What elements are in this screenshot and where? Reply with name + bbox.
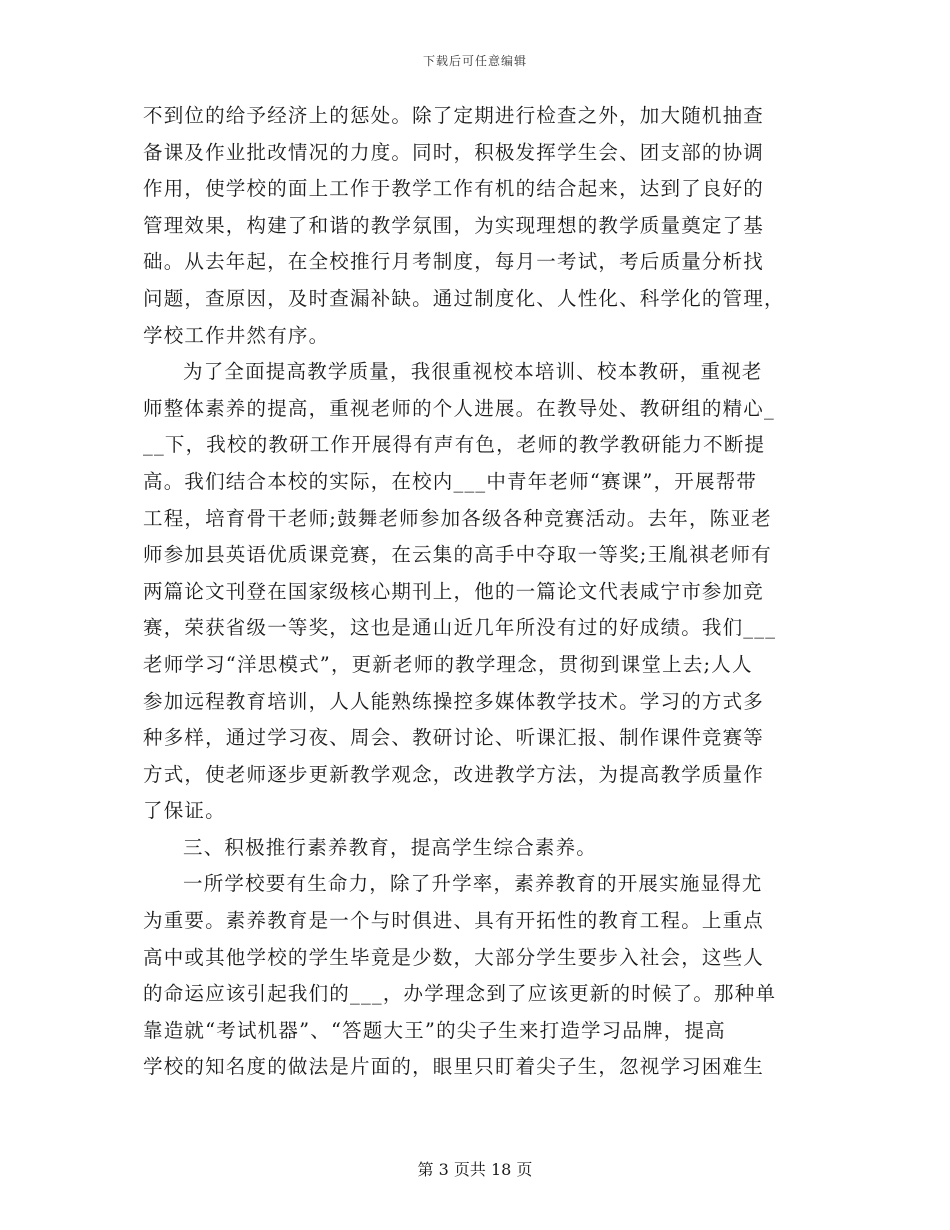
text-line: 两篇论文刊登在国家级核心期刊上，他的一篇论文代表咸宁市参加竞: [143, 579, 765, 603]
text-line: __下，我校的教研工作开展得有声有色，老师的教学教研能力不断提: [143, 433, 766, 457]
text-line: 靠造就“考试机器”、“答题大王”的尖子生来打造学习品牌，提高: [143, 1018, 726, 1042]
text-line: 作用，使学校的面上工作于教学工作有机的结合起来，达到了良好的: [143, 177, 765, 201]
text-line: 管理效果，构建了和谐的教学氛围，为实现理想的教学质量奠定了基: [143, 213, 765, 237]
page-footer: 第 3 页共 18 页: [417, 1160, 533, 1179]
paragraph-first-line: 为了全面提高教学质量，我很重视校本培训、校本教研，重视老: [183, 360, 763, 384]
text-line: 学校工作井然有序。: [143, 323, 330, 347]
text-line: 高。我们结合本校的实际，在校内___中青年老师“赛课”，开展帮带: [143, 469, 758, 493]
text-line: 种多样，通过学习夜、周会、教研讨论、听课汇报、制作课件竞赛等: [143, 726, 765, 750]
text-line: 工程，培育骨干老师;鼓舞老师参加各级各种竞赛活动。去年，陈亚老: [143, 506, 772, 530]
text-line: 不到位的给予经济上的惩处。除了定期进行检查之外，加大随机抽查: [143, 104, 765, 127]
text-line: 为重要。素养教育是一个与时俱进、具有开拓性的教育工程。上重点: [143, 909, 765, 933]
paragraph-first-line: 一所学校要有生命力，除了升学率，素养教育的开展实施显得尤: [183, 872, 763, 896]
text-line: 老师学习“洋思模式”，更新老师的教学理念，贯彻到课堂上去;人人: [143, 652, 753, 676]
text-line: 了保证。: [143, 799, 226, 823]
section-heading: 三、积极推行素养教育，提高学生综合素养。: [183, 835, 598, 859]
text-line: 高中或其他学校的学生毕竟是少数，大部分学生要步入社会，这些人: [143, 945, 765, 969]
text-line: 赛，荣获省级一等奖，这也是通山近几年所没有过的好成绩。我们___: [143, 616, 777, 640]
text-line: 方式，使老师逐步更新教学观念，改进教学方法，为提高教学质量作: [143, 762, 765, 786]
text-line: 师整体素养的提高，重视老师的个人进展。在教导处、教研组的精心_: [143, 396, 775, 420]
text-line: 备课及作业批改情况的力度。同时，积极发挥学生会、团支部的协调: [143, 140, 765, 164]
text-line: 学校的知名度的做法是片面的，眼里只盯着尖子生，忽视学习困难生: [143, 1055, 765, 1079]
text-line: 的命运应该引起我们的___，办学理念到了应该更新的时候了。那种单: [143, 982, 777, 1006]
body-text: [143, 98, 807, 1086]
text-line: 师参加县英语优质课竞赛，在云集的高手中夺取一等奖;王胤祺老师有: [143, 543, 772, 567]
text-line: 问题，查原因，及时查漏补缺。通过制度化、人性化、科学化的管理，: [143, 286, 785, 310]
text-line: 础。从去年起，在全校推行月考制度，每月一考试，考后质量分析找: [143, 250, 765, 274]
text-line: 参加远程教育培训，人人能熟练操控多媒体教学技术。学习的方式多: [143, 689, 765, 713]
page-header: 下载后可任意编辑: [422, 54, 527, 68]
